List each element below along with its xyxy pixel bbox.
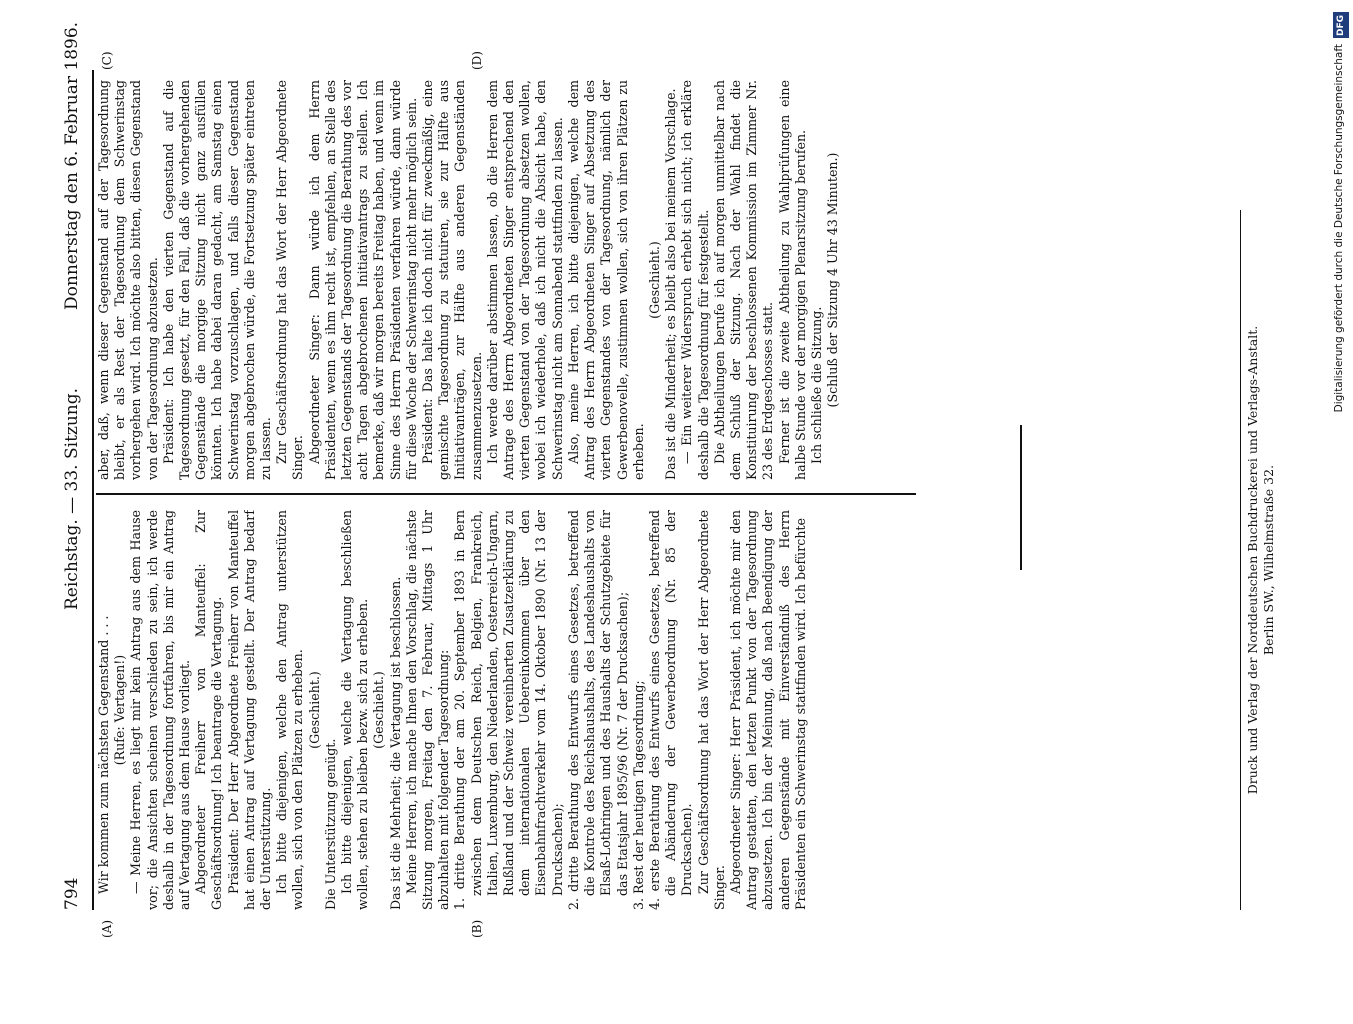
imprint-line-1: Druck und Verlag der Norddeutschen Buchdruckerei und Verlags-Anstalt. [1245,325,1260,795]
agenda-item: 1. dritte Berathung der am 20. September 1893 in Bern zwischen dem Deutschen Reich, Belgien, Frankreich, Italien, Luxemburg, den Niederlanden, Oesterreich-Ungarn, Rußland und der Schweiz vereinbarten Zusatzerklärung zu dem internationalen Uebereinkommen über den Eisenbahnfrachtverkehr vom 14. Oktober 1890 (Nr. 13 der Drucksachen); [452,510,565,910]
paragraph: Zur Geschäftsordnung hat das Wort der Herr Abgeordnete Singer. [695,510,727,910]
paragraph: Ich bitte diejenigen, welche die Vertagung beschließen wollen, stehen zu bleiben bezw. sich zu erheben. [339,510,371,910]
agenda-item: 4. erste Berathung des Entwurfs eines Gesetzes, betreffend die Abänderung der Gewerbeordnung (Nr. 85 der Drucksachen). [646,510,695,910]
paragraph: Abgeordneter Freiherr von Manteuffel: Zur Geschäftsordnung! Ich beantrage die Vertagung. [193,510,225,910]
end-rule [1020,425,1022,570]
paragraph: Abgeordneter Singer: Dann würde ich dem Herrn Präsidenten, wenn es ihm recht ist, empfehlen, an Stelle des letzten Gegenstands der Tagesordnung die Berathung des vor acht Tagen abgebrochenen Initiativantrags zu stellen. Ich bemerke, daß wir morgen bereits Freitag haben, und wenn im Sinne des Herrn Präsidenten verfahren würde, dann würde für diese Woche der Schwerinstag nicht mehr möglich sein. [306,80,419,480]
paragraph: — Ein weiterer Widerspruch erhebt sich nicht; ich erkläre deshalb die Tagesordnung für festgestellt. [679,80,711,480]
agenda-item: 2. dritte Berathung des Entwurfs eines Gesetzes, betreffend die Kontrole des Reichshaushalts, des Landeshaushalts von Elsaß-Lothringen und des Haushalts der Schutzgebiete für das Etatsjahr 1895/96 (Nr. 7 der Drucksachen); [565,510,630,910]
paragraph: Ich werde darüber abstimmen lassen, ob die Herren dem Antrage des Herrn Abgeordneten Singer entsprechend den vierten Gegenstand von der Tagesordnung absetzen wollen, wobei ich wiederhole, daß ich nicht die Absicht habe, den Schwerinstag nicht am Sonnabend stattfinden zu lassen. [484,80,565,480]
paragraph: Das ist die Minderheit; es bleibt also bei meinem Vorschlage. [663,88,679,480]
header-right-title: Donnerstag den 6. Februar 1896. [62,21,82,310]
header-rule [92,70,94,910]
left-column [96,510,926,910]
paragraph: Wir kommen zum nächsten Gegenstand . . . [96,615,111,894]
interjection: (Geschieht.) [646,241,662,319]
agenda-item: 3. Rest der heutigen Tagesordnung; [630,680,646,910]
paragraph: Ich schließe die Sitzung. [808,306,824,464]
paragraph: Zur Geschäftsordnung hat das Wort der Herr Abgeordnete Singer. [274,80,306,480]
paragraph: Die Unterstützung genügt. [322,738,338,910]
paragraph: Präsident: Ich habe den vierten Gegenstand auf die Tagesordnung gesetzt, für den Fall, daß die vorhergehenden Gegenstände die morgige Sitzung nicht ganz ausfüllen könnten. Ich habe dabei daran gedacht, am Samstag einen Schwerinstag vorzuschlagen, und falls dieser Gegenstand morgen abgebrochen würde, die Fortsetzung später eintreten zu lassen. [160,80,274,480]
session-close: (Schluß der Sitzung 4 Uhr 43 Minuten.) [825,152,841,408]
paragraph: Ferner ist die zweite Abtheilung zu Wahlprüfungen eine halbe Stunde vor der morgigen Plenarsitzung berufen. [776,80,808,480]
imprint-line-2: Berlin SW., Wilhelmstraße 32. [1261,464,1276,656]
right-column [96,80,926,480]
margin-mark-b: (B) [470,919,484,938]
paragraph: Das ist die Mehrheit; die Vertagung ist beschlossen. [387,576,403,910]
paragraph: Abgeordneter Singer: Herr Präsident, ich möchte mir den Antrag gestatten, den letzten Punkt von der Tagesordnung abzusetzen. Ich bin der Meinung, daß nach Beendigung der anderen Gegenstände mit Einverständniß des Herrn Präsidenten ein Schwerinstag stattfinden wird. Ich befürchte [727,510,808,910]
paragraph: Ich bitte diejenigen, welche den Antrag unterstützen wollen, sich von den Plätzen zu erheben. [274,510,306,910]
paragraph: — Meine Herren, es liegt mir kein Antrag aus dem Hause vor; die Ansichten scheinen verschieden zu sein, ich werde deshalb in der Tagesordnung fortfahren, bis mir ein Antrag auf Vertagung aus dem Hause vorliegt. [128,510,193,910]
paragraph: Präsident: Das halte ich doch nicht für zweckmäßig, eine gemischte Tagesordnung zu statuiren, sie zur Hälfte aus Initiativanträgen, zur Hälfte aus anderen Gegenständen zusammenzusetzen. [420,80,484,480]
imprint [1240,210,1277,910]
margin-mark-c: (C) [100,51,114,70]
margin-mark-d: (D) [470,51,484,70]
interjection: (Geschieht.) [371,671,387,749]
interjection: (Rufe: Vertagen!) [112,654,128,766]
paragraph: Meine Herren, ich mache Ihnen den Vorschlag, die nächste Sitzung morgen, Freitag den 7. Februar, Mittags 1 Uhr abzuhalten mit folgender Tagesordnung: [403,510,452,910]
margin-mark-a: (A) [100,919,114,938]
digitization-note-text: Digitalisierung gefördert durch die Deutsche Forschungsgemeinschaft [1333,44,1345,413]
digitization-note [1333,44,1349,1024]
paragraph: Die Abtheilungen berufe ich auf morgen unmittelbar nach dem Schluß der Sitzung. Nach der Wahl findet die Konstituirung der beschlossenen Kommission im Zimmer Nr. 23 des Erdgeschosses statt. [711,80,776,480]
column-divider [96,494,916,496]
running-header [62,0,90,910]
header-left-title: Reichstag. — 33. Sitzung. [62,387,82,610]
paragraph: aber, daß, wenn dieser Gegenstand auf der Tagesordnung bleibt, er als Rest der Tagesordnung dem Schwerinstag vorhergehen wird. Ich möchte also bitten, diesen Gegenstand von der Tagesordnung abzusetzen. [96,80,160,480]
page-number: 794 [62,877,82,910]
dfg-logo-icon: DFG [1333,12,1349,38]
interjection: (Geschieht.) [306,671,322,749]
paragraph: Präsident: Der Herr Abgeordnete Freiherr von Manteuffel hat einen Antrag auf Vertagung gestellt. Der Antrag bedarf der Unterstützung. [225,510,274,910]
paragraph: Also, meine Herren, ich bitte diejenigen, welche dem Antrag des Herrn Abgeordneten Singer auf Absetzung des vierten Gegenstandes von der Tagesordnung, nämlich der Gewerbenovelle, zustimmen wollen, sich von ihren Plätzen zu erheben. [565,80,646,480]
